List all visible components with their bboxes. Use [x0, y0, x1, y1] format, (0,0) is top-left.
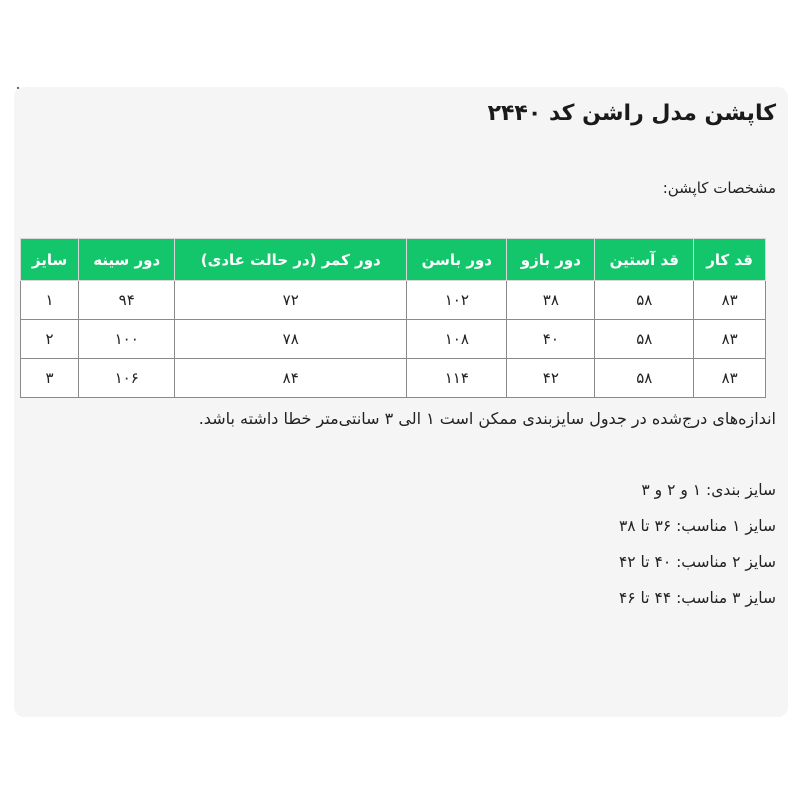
- column-header-size: سایز: [21, 239, 79, 281]
- table-row: [21, 281, 766, 320]
- table-cell: ۵۸: [595, 281, 694, 320]
- table-row: [21, 359, 766, 398]
- table-cell: ۱: [21, 281, 79, 320]
- size-table: [20, 238, 766, 398]
- table-cell: ۸۳: [694, 281, 766, 320]
- table-cell: ۵۸: [595, 359, 694, 398]
- column-header-waist: دور کمر (در حالت عادی): [175, 239, 407, 281]
- column-header-arm: دور بازو: [507, 239, 595, 281]
- table-cell: ۳: [21, 359, 79, 398]
- list-item: سایز ۲ مناسب: ۴۰ تا ۴۲: [618, 553, 776, 571]
- table-cell: ۱۰۲: [407, 281, 507, 320]
- table-cell: ۴۰: [507, 320, 595, 359]
- column-header-chest: دور سینه: [79, 239, 175, 281]
- table-cell: ۳۸: [507, 281, 595, 320]
- table-header-row: [21, 239, 766, 281]
- table-cell: ۷۲: [175, 281, 407, 320]
- table-cell: ۱۰۰: [79, 320, 175, 359]
- table-cell: ۸۴: [175, 359, 407, 398]
- list-item: سایز ۱ مناسب: ۳۶ تا ۳۸: [618, 517, 776, 535]
- column-header-hip: دور باسن: [407, 239, 507, 281]
- sizing-note: اندازه‌های درج‌شده در جدول سایزبندی ممکن است ۱ الی ۳ سانتی‌متر خطا داشته باشد.: [198, 409, 776, 428]
- table-cell: ۴۲: [507, 359, 595, 398]
- product-spec-panel: [14, 87, 788, 717]
- table-cell: ۲: [21, 320, 79, 359]
- list-item: سایز ۳ مناسب: ۴۴ تا ۴۶: [618, 589, 776, 607]
- table-cell: ۸۳: [694, 359, 766, 398]
- table-cell: ۱۰۸: [407, 320, 507, 359]
- table-cell: ۵۸: [595, 320, 694, 359]
- table-cell: ۱۱۴: [407, 359, 507, 398]
- table-cell: ۹۴: [79, 281, 175, 320]
- size-guide-list: [619, 475, 776, 619]
- table-cell: ۷۸: [175, 320, 407, 359]
- table-cell: ۸۳: [694, 320, 766, 359]
- column-header-sleeve: قد آستین: [595, 239, 694, 281]
- column-header-length: قد کار: [694, 239, 766, 281]
- section-label: مشخصات کاپشن:: [662, 179, 776, 197]
- list-item: سایز بندی: ۱ و ۲ و ۳: [641, 481, 776, 499]
- page-title: کاپشن مدل راشن کد ۲۴۴۰: [487, 101, 776, 126]
- table-cell: ۱۰۶: [79, 359, 175, 398]
- table-row: [21, 320, 766, 359]
